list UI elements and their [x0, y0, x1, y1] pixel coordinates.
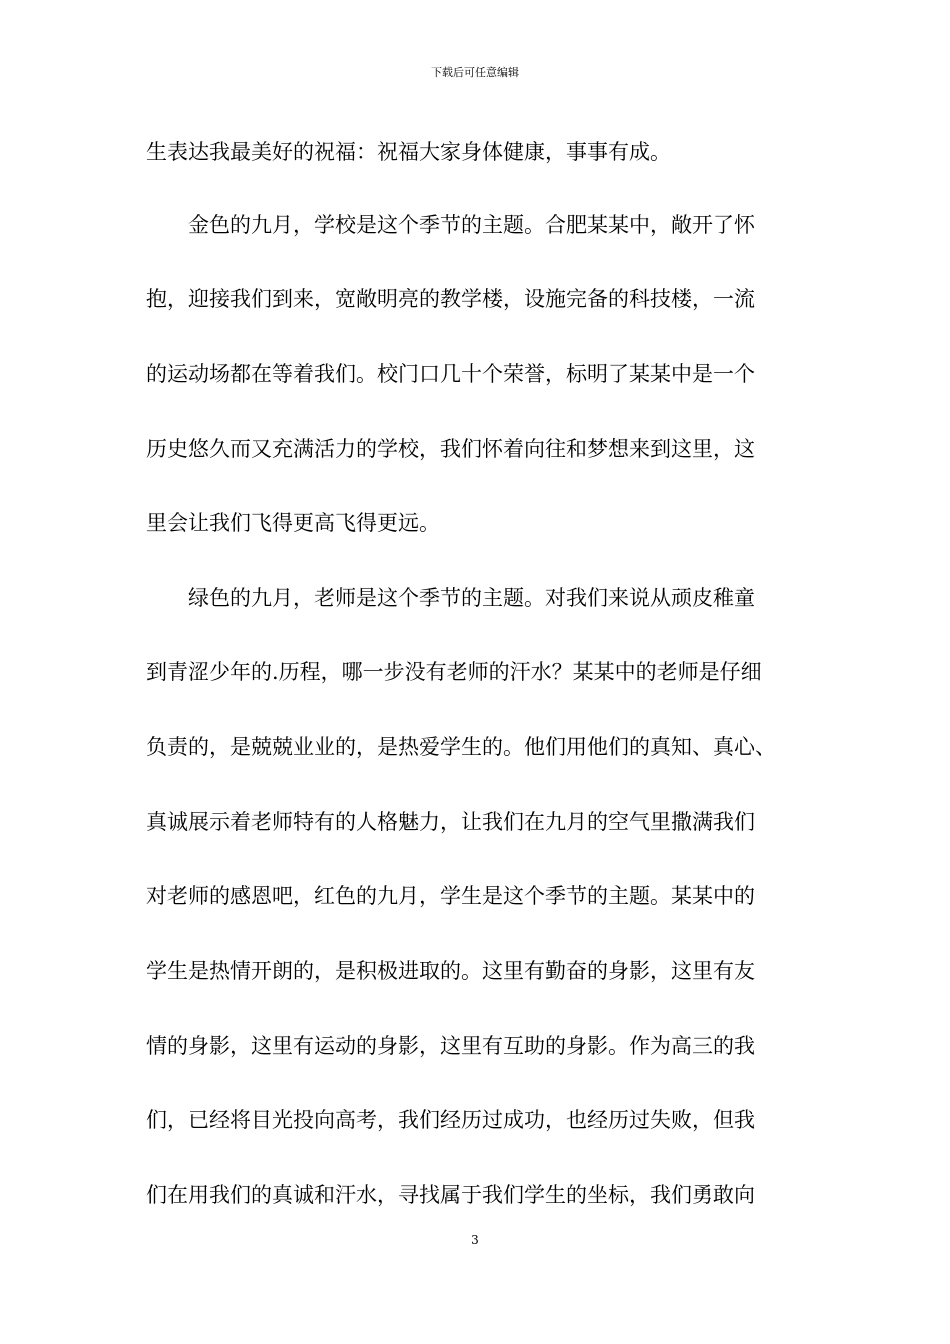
page-number: 3 [471, 1233, 479, 1247]
body-text-line: 真诚展示着老师特有的人格魅力，让我们在九月的空气里撒满我们 [146, 810, 755, 834]
body-text-line: 抱，迎接我们到来，宽敞明亮的教学楼，设施完备的科技楼，一流 [146, 287, 755, 311]
body-text-line: 里会让我们飞得更高飞得更远。 [146, 511, 440, 535]
body-text-line: 负责的，是兢兢业业的，是热爱学生的。他们用他们的真知、真心、 [146, 735, 776, 759]
body-text-line: 绿色的九月，老师是这个季节的主题。对我们来说从顽皮稚童 [146, 586, 755, 610]
page-header: 下载后可任意编辑 [431, 66, 519, 79]
body-text-line: 学生是热情开朗的，是积极进取的。这里有勤奋的身影，这里有友 [146, 959, 755, 983]
body-text-line: 到青涩少年的.历程，哪一步没有老师的汗水？某某中的老师是仔细 [146, 660, 762, 684]
body-text-line: 情的身影，这里有运动的身影，这里有互助的身影。作为高三的我 [146, 1034, 755, 1058]
body-text-line: 历史悠久而又充满活力的学校，我们怀着向往和梦想来到这里，这 [146, 437, 755, 461]
body-text-line: 生表达我最美好的祝福：祝福大家身体健康，事事有成。 [146, 140, 671, 164]
body-text-line: 的运动场都在等着我们。校门口几十个荣誉，标明了某某中是一个 [146, 362, 755, 386]
body-text-line: 金色的九月，学校是这个季节的主题。合肥某某中，敞开了怀 [146, 213, 755, 237]
body-text-line: 们在用我们的真诚和汗水，寻找属于我们学生的坐标，我们勇敢向 [146, 1183, 755, 1207]
body-text-line: 对老师的感恩吧，红色的九月，学生是这个季节的主题。某某中的 [146, 884, 755, 908]
body-text-line: 们，已经将目光投向高考，我们经历过成功，也经历过失败，但我 [146, 1108, 755, 1132]
